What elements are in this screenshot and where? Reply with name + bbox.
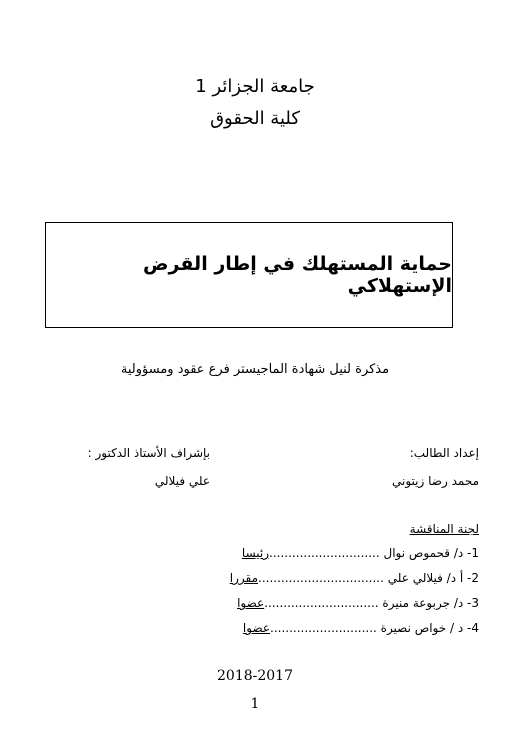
supervisor-label: بإشراف الأستاذ الدكتور : [87,446,210,460]
committee-title: لجنة المناقشة [409,522,479,536]
member-role: مقررا [229,571,259,585]
academic-year: 2018-2017 [217,668,293,684]
member-role: عضوا [242,621,271,635]
page-number: 1 [250,696,260,712]
committee-member [242,546,479,560]
member-role: رئيسا [241,546,270,560]
member-role: عضوا [237,596,265,610]
thesis-title: حماية المستهلك في إطار القرض الإستهلاكي [143,253,452,297]
member-name: 1- د/ قحموص نوال ............................. [269,546,479,560]
faculty-name: كلية الحقوق [210,108,300,129]
university-name: جامعة الجزائر 1 [195,76,315,97]
committee-member [243,621,479,635]
supervisor-name: علي فيلالي [154,474,210,488]
member-name: 2- أ د/ فيلالي علي ................................. [258,571,479,585]
title-box [45,222,453,328]
committee-member [230,571,479,585]
student-name: محمد رضا زيتوني [392,474,479,488]
memo-description: مذكرة لنيل شهادة الماجيستر فرع عقود ومسؤولية [120,362,390,377]
member-name: 4- د / خواص نصيرة ............................ [270,621,479,635]
member-name: 3- د/ جربوعة منيرة .............................. [264,596,479,610]
committee-member [237,596,479,610]
student-label: إعداد الطالب: [409,446,479,460]
